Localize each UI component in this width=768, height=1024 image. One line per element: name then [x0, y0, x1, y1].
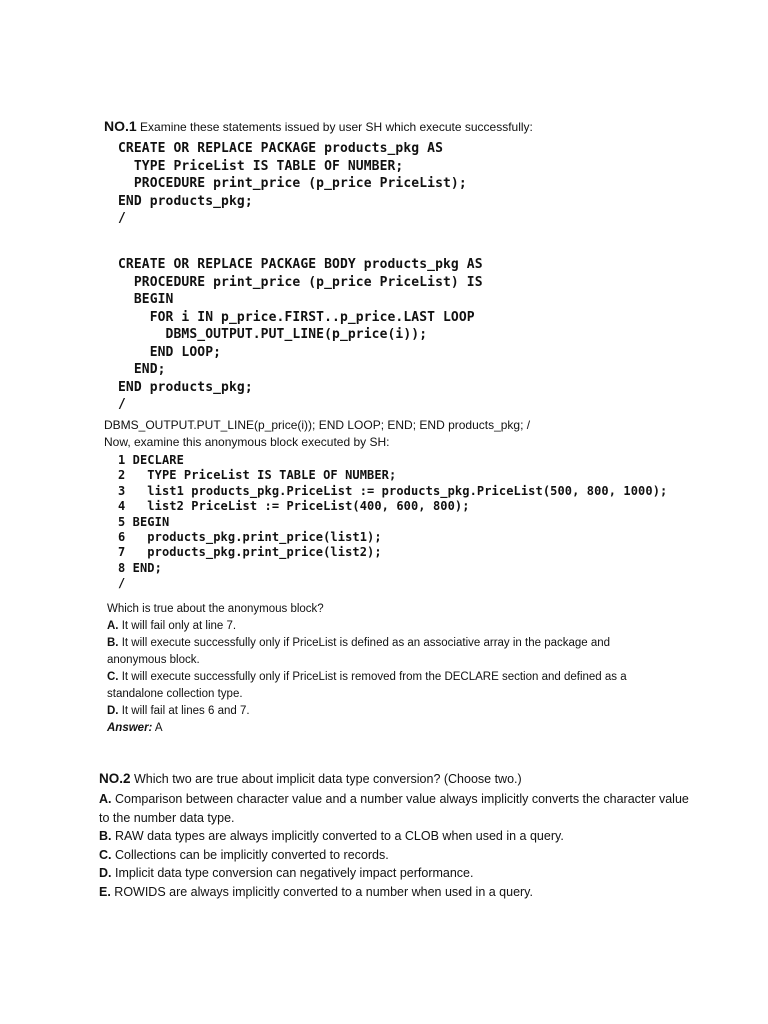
option-text: It will execute successfully only if PriceList is removed from the DECLARE section and defined as a standalone collection type.: [107, 671, 627, 700]
question-1-number: NO.1: [104, 118, 137, 134]
q2-option-a: [99, 790, 689, 827]
question-2-options: [99, 790, 689, 901]
anonymous-block-code: 1 DECLARE 2 TYPE PriceList IS TABLE OF NUMBER; 3 list1 products_pkg.PriceList := products_pkg.PriceList(500, 800, 1000); 4 list2 PriceList := PriceList(400, 600, 800); 5 BEGIN 6 products_pkg.print_price(list1); 7 products_pkg.print_price(list2); 8 END; /: [118, 453, 668, 591]
q2-option-e: [99, 883, 689, 902]
option-text: Implicit data type conversion can negatively impact performance.: [111, 866, 474, 880]
question-1-body: [107, 601, 667, 737]
option-letter: C.: [99, 847, 112, 862]
option-letter: A.: [107, 620, 119, 632]
package-body-code: CREATE OR REPLACE PACKAGE BODY products_pkg AS PROCEDURE print_price (p_price PriceList) IS BEGIN FOR i IN p_price.FIRST..p_price.LAST LOOP DBMS_OUTPUT.PUT_LINE(p_price(i)); END LOOP; END; END products_pkg; /: [118, 257, 483, 412]
question-1-intro: Examine these statements issued by user SH which execute successfully:: [136, 120, 533, 134]
option-letter: C.: [107, 671, 119, 683]
option-text: Comparison between character value and a number value always implicitly converts the character value to the number data type.: [99, 792, 689, 825]
q2-option-c: [99, 846, 689, 865]
question-1-heading: [104, 118, 533, 134]
option-letter: D.: [107, 705, 119, 717]
answer-value: A: [152, 722, 163, 734]
option-letter: B.: [99, 829, 112, 843]
question-2-number: NO.2: [99, 771, 131, 786]
anonymous-block-intro: Now, examine this anonymous block executed by SH:: [104, 435, 390, 449]
q1-option-c: [107, 669, 667, 703]
option-text: It will fail at lines 6 and 7.: [118, 705, 250, 717]
option-letter: E.: [99, 884, 111, 899]
option-text: It will execute successfully only if PriceList is defined as an associative array in the package and anonymous block.: [107, 637, 611, 666]
option-letter: D.: [99, 866, 112, 880]
q2-option-b: [99, 827, 689, 846]
q1-option-a: [107, 618, 667, 635]
option-text: Collections can be implicitly converted to records.: [111, 847, 389, 862]
q1-option-d: [107, 703, 667, 720]
option-letter: B.: [107, 637, 119, 649]
option-text: It will fail only at line 7.: [118, 620, 237, 632]
package-spec-code: CREATE OR REPLACE PACKAGE products_pkg AS TYPE PriceList IS TABLE OF NUMBER; PROCEDURE print_price (p_price PriceList); END products_pkg; /: [118, 141, 467, 226]
option-text: ROWIDS are always implicitly converted to a number when used in a query.: [110, 884, 533, 899]
answer-label: Answer:: [107, 722, 153, 734]
q1-answer: [107, 720, 667, 737]
option-letter: A.: [99, 792, 112, 806]
inline-code-text: DBMS_OUTPUT.PUT_LINE(p_price(i)); END LOOP; END; END products_pkg; /: [104, 418, 531, 432]
option-text: RAW data types are always implicitly converted to a CLOB when used in a query.: [111, 829, 564, 843]
q2-option-d: [99, 864, 689, 883]
question-1-prompt: Which is true about the anonymous block?: [107, 603, 324, 615]
question-2-prompt: Which two are true about implicit data type conversion? (Choose two.): [130, 772, 522, 786]
q1-option-b: [107, 635, 667, 669]
question-2-heading: [99, 770, 689, 789]
